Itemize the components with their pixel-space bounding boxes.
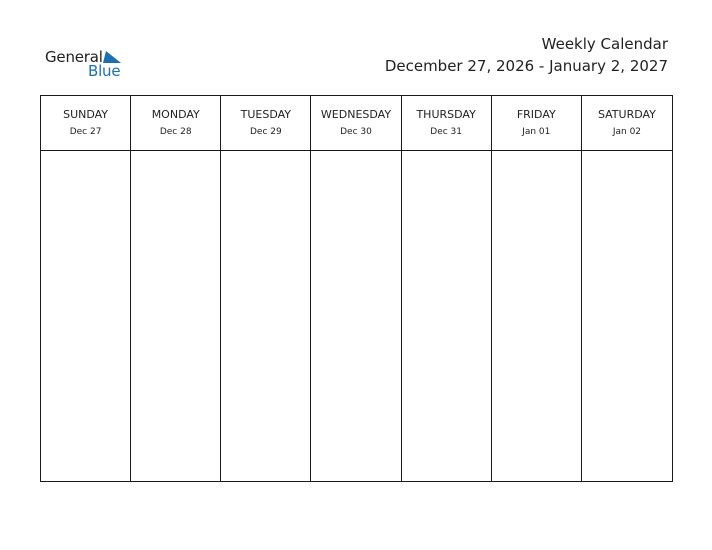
day-cell-thursday [402,151,492,481]
day-name: SUNDAY [63,108,109,121]
day-name: WEDNESDAY [320,108,392,121]
day-date: Dec 29 [249,127,282,137]
date-range: December 27, 2026 - January 2, 2027 [384,57,668,75]
day-date: Dec 31 [430,127,462,137]
week-calendar-grid [40,95,673,482]
day-date: Dec 30 [340,127,372,137]
day-header-sunday [41,96,131,151]
page-title: Weekly Calendar [541,35,668,53]
day-header-saturday [582,96,672,151]
day-cell-monday [131,151,221,481]
day-cell-sunday [41,151,131,481]
day-date: Jan 02 [612,127,642,137]
day-cell-friday [492,151,582,481]
day-cell-tuesday [221,151,311,481]
day-header-wednesday [311,96,401,151]
day-name: SATURDAY [597,108,656,121]
day-cell-saturday [582,151,672,481]
day-header-thursday [402,96,492,151]
day-date: Dec 27 [69,127,102,137]
day-date: Jan 01 [522,127,551,137]
logo-text-blue: Blue [88,62,121,80]
day-header-tuesday [221,96,311,151]
logo-text-general: General [45,48,103,66]
brand-logo [45,47,135,83]
day-header-monday [131,96,221,151]
day-date: Dec 28 [159,127,192,137]
day-name: THURSDAY [416,108,476,121]
day-header-friday [492,96,582,151]
day-name: MONDAY [151,108,200,121]
day-name: FRIDAY [516,108,556,121]
day-name: TUESDAY [240,108,292,121]
day-cell-wednesday [311,151,401,481]
